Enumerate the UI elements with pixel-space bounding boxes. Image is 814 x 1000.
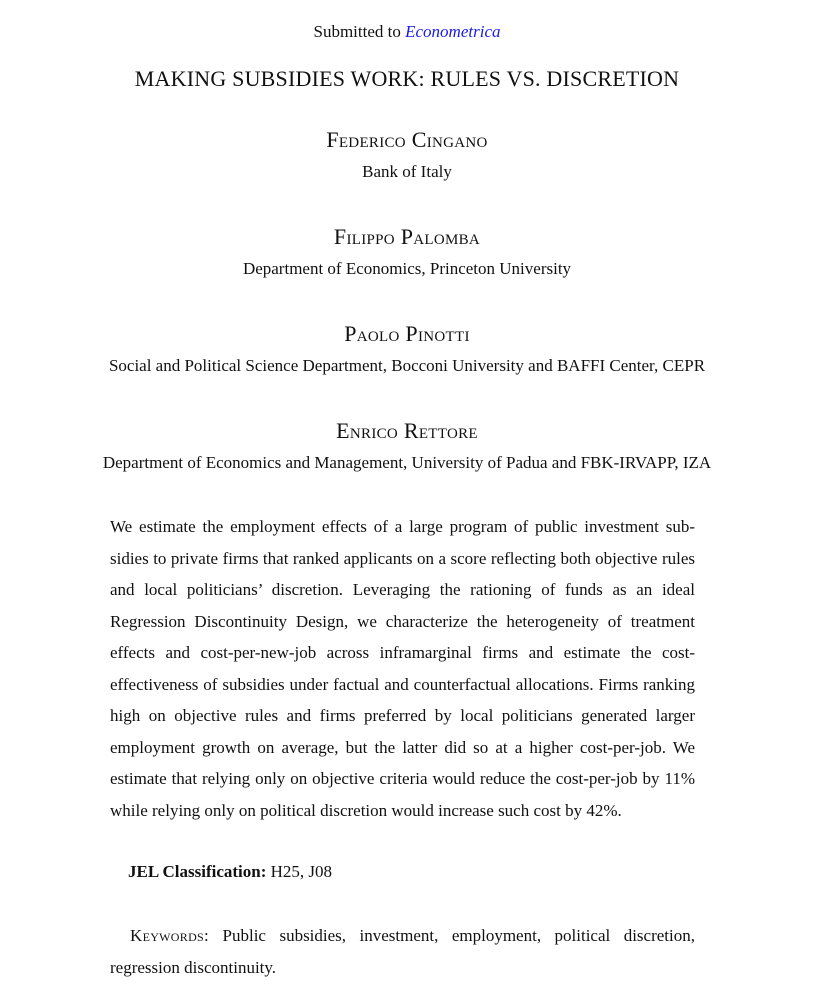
author-block: [0, 417, 814, 475]
jel-label: JEL Classification:: [128, 862, 267, 881]
abstract: We estimate the employment effects of a large program of public investment subsidies to private firms that ranked applicants on a score reflecting both objective rules and local politicians’ discretion. Leveraging the rationing of funds as an ideal Regression Discontinuity Design, we characterize the heterogeneity of treatment effects and cost-per-new-job across inframarginal firms and estimate the cost-effectiveness of subsidies under factual and counterfactual allocations. Firms ranking high on objective rules and firms preferred by local politicians generated larger employment growth on average, but the latter did so at a higher cost-per-job. We estimate that relying only on objective criteria would reduce the cost-per-job by 11% while relying only on political discretion would increase such cost by 42%.: [110, 517, 695, 820]
submission-note: [0, 20, 814, 44]
author-name: Paolo Pinotti: [344, 321, 470, 346]
keywords-label: Keywords:: [130, 926, 210, 945]
author-name: Enrico Rettore: [336, 418, 478, 443]
journal-link[interactable]: Econometrica: [405, 22, 501, 41]
keywords-text: Public subsidies, investment, employment, political discretion, regression discontinuity.: [110, 926, 695, 977]
author-affiliation: Social and Political Science Department, Bocconi University and BAFFI Center, CEPR: [108, 356, 706, 375]
author-affiliation: Department of Economics, Princeton University: [242, 259, 572, 278]
author-name: Federico Cingano: [326, 127, 488, 152]
author-affiliation: Bank of Italy: [362, 162, 452, 181]
jel-classification: [128, 858, 332, 886]
submitted-prefix: Submitted to: [313, 22, 406, 41]
author-block: [0, 223, 814, 281]
author-name: Filippo Palomba: [333, 224, 481, 249]
author-block: [0, 126, 814, 184]
paper-title: MAKING SUBSIDIES WORK: RULES VS. DISCRETION: [134, 66, 680, 91]
author-affiliation: Department of Economics and Management, University of Padua and FBK-IRVAPP, IZA: [102, 453, 712, 472]
jel-codes: H25, J08: [270, 862, 333, 881]
keywords: [110, 920, 695, 983]
author-block: [0, 320, 814, 378]
